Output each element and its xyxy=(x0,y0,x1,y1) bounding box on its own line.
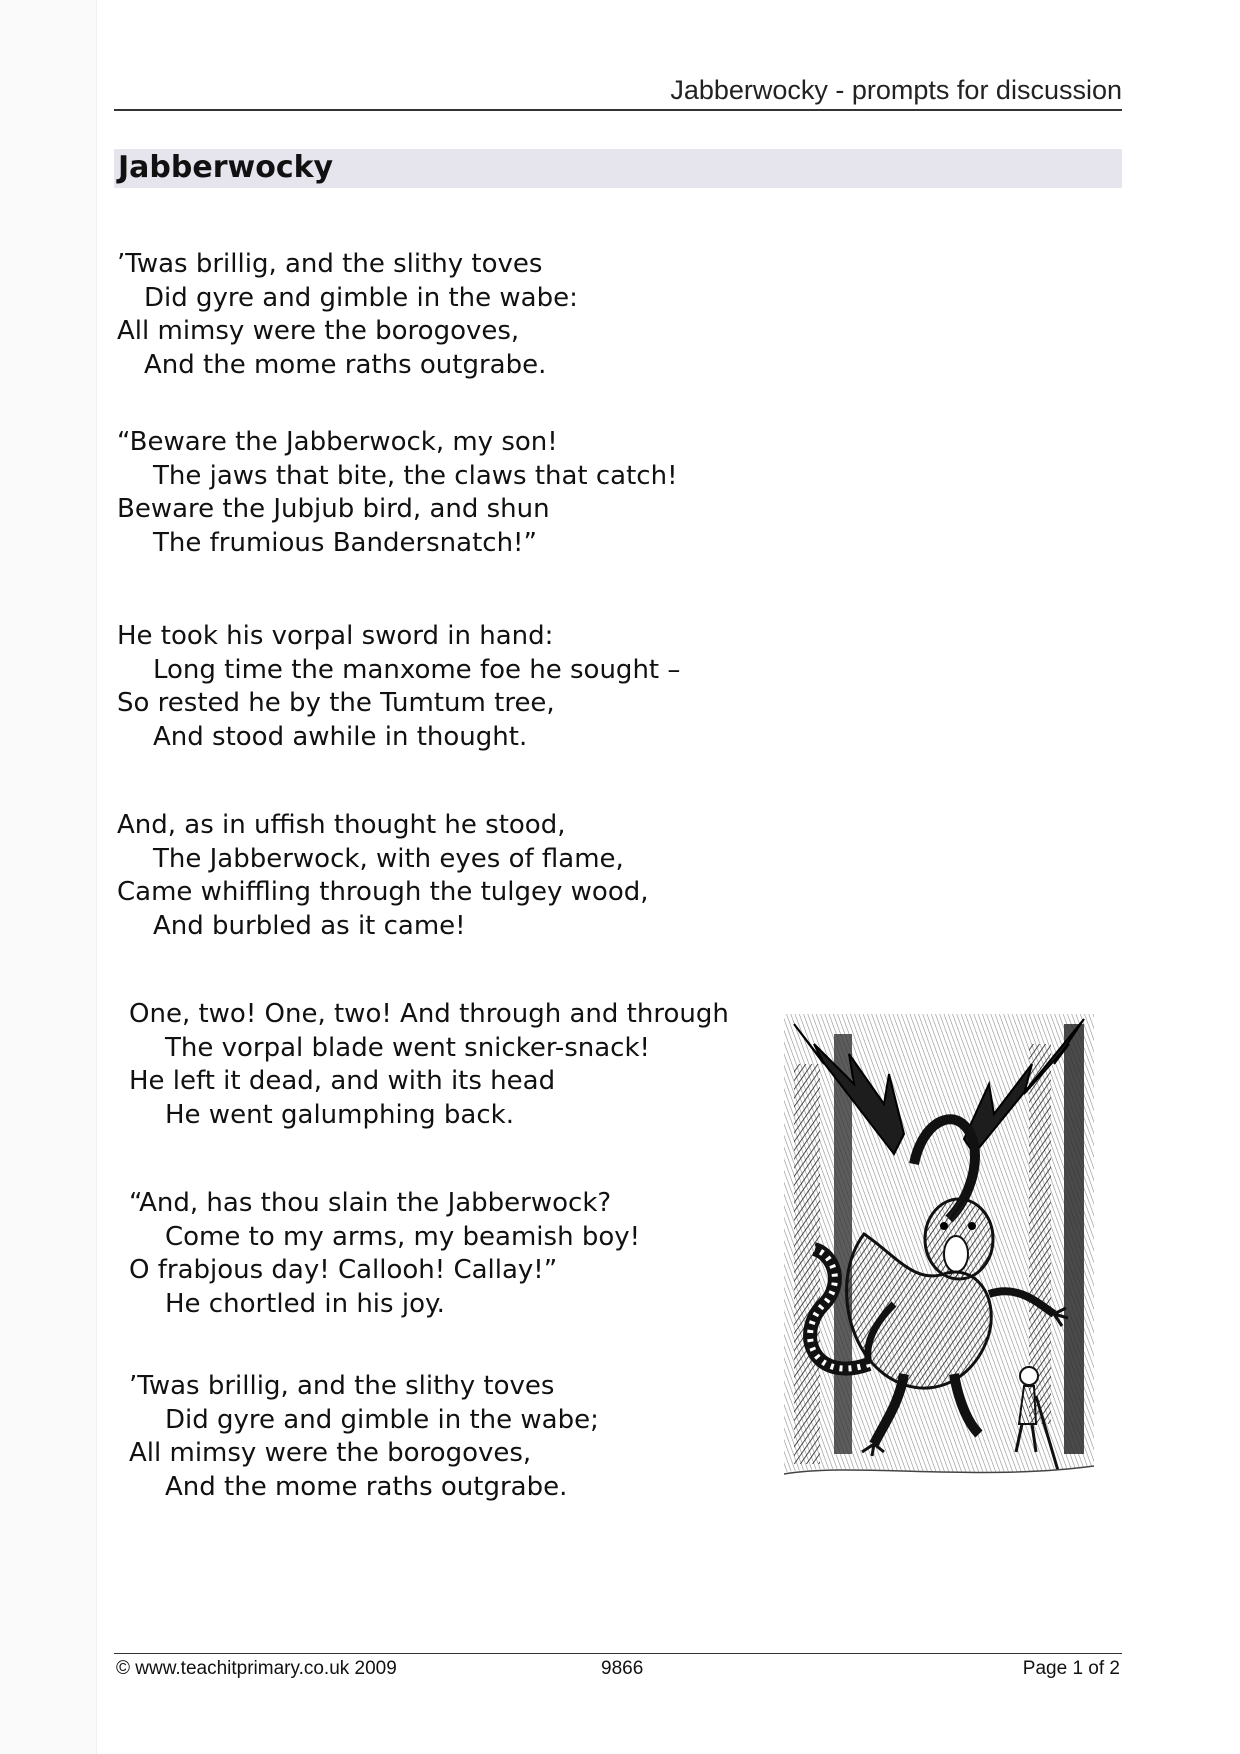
poem-line: Did gyre and gimble in the wabe: xyxy=(144,282,578,313)
poem-line: The Jabberwock, with eyes of flame, xyxy=(153,843,624,874)
footer-document-id: 9866 xyxy=(601,1658,644,1679)
poem-line: “Beware the Jabberwock, my son! xyxy=(117,427,558,457)
poem-line: Did gyre and gimble in the wabe; xyxy=(165,1404,599,1435)
poem-line: ’Twas brillig, and the slithy toves xyxy=(129,1371,555,1401)
poem-line: “And, has thou slain the Jabberwock? xyxy=(129,1188,612,1218)
poem-stanza-5 xyxy=(129,998,729,1132)
poem-line: Beware the Jubjub bird, and shun xyxy=(117,494,550,524)
jabberwock-illustration-icon xyxy=(774,1004,1104,1504)
poem-stanza-7 xyxy=(129,1370,599,1504)
page-margin-strip xyxy=(0,0,97,1754)
title-bar xyxy=(114,149,1122,188)
poem-line: He went galumphing back. xyxy=(165,1099,514,1130)
poem-line: He took his vorpal sword in hand: xyxy=(117,621,554,651)
poem-line: So rested he by the Tumtum tree, xyxy=(117,688,555,718)
poem-line: And stood awhile in thought. xyxy=(153,721,528,752)
poem-line: All mimsy were the borogoves, xyxy=(117,316,520,346)
poem-line: He left it dead, and with its head xyxy=(129,1066,556,1096)
poem-line: And burbled as it came! xyxy=(153,910,466,941)
poem-line: The vorpal blade went snicker-snack! xyxy=(165,1032,650,1063)
poem-line: All mimsy were the borogoves, xyxy=(129,1438,532,1468)
header-title: Jabberwocky - prompts for discussion xyxy=(670,75,1122,105)
poem-line: He chortled in his joy. xyxy=(165,1288,445,1319)
poem-line: The frumious Bandersnatch!” xyxy=(153,527,537,558)
poem-stanza-3 xyxy=(117,620,680,754)
poem-line: And the mome raths outgrabe. xyxy=(165,1471,568,1502)
poem-line: The jaws that bite, the claws that catch! xyxy=(153,460,678,491)
poem-stanza-4 xyxy=(117,809,649,943)
poem-line: Long time the manxome foe he sought – xyxy=(153,654,681,685)
footer-copyright: © www.teachitprimary.co.uk 2009 xyxy=(116,1658,397,1679)
footer-page-number: Page 1 of 2 xyxy=(1022,1658,1120,1679)
poem-line: ’Twas brillig, and the slithy toves xyxy=(117,249,543,279)
poem-line: And the mome raths outgrabe. xyxy=(144,349,547,380)
poem-line: One, two! One, two! And through and through xyxy=(129,999,729,1029)
header-divider xyxy=(114,109,1122,111)
poem-line: Came whiffling through the tulgey wood, xyxy=(117,877,649,907)
poem-stanza-2 xyxy=(117,426,678,560)
footer-divider xyxy=(114,1653,1122,1654)
poem-stanza-6 xyxy=(129,1187,640,1321)
poem-line: O frabjous day! Callooh! Callay!” xyxy=(129,1255,558,1285)
page-title: Jabberwocky xyxy=(118,150,334,185)
poem-line: Come to my arms, my beamish boy! xyxy=(165,1221,641,1252)
poem-stanza-1 xyxy=(117,248,578,382)
poem-line: And, as in uffish thought he stood, xyxy=(117,810,566,840)
